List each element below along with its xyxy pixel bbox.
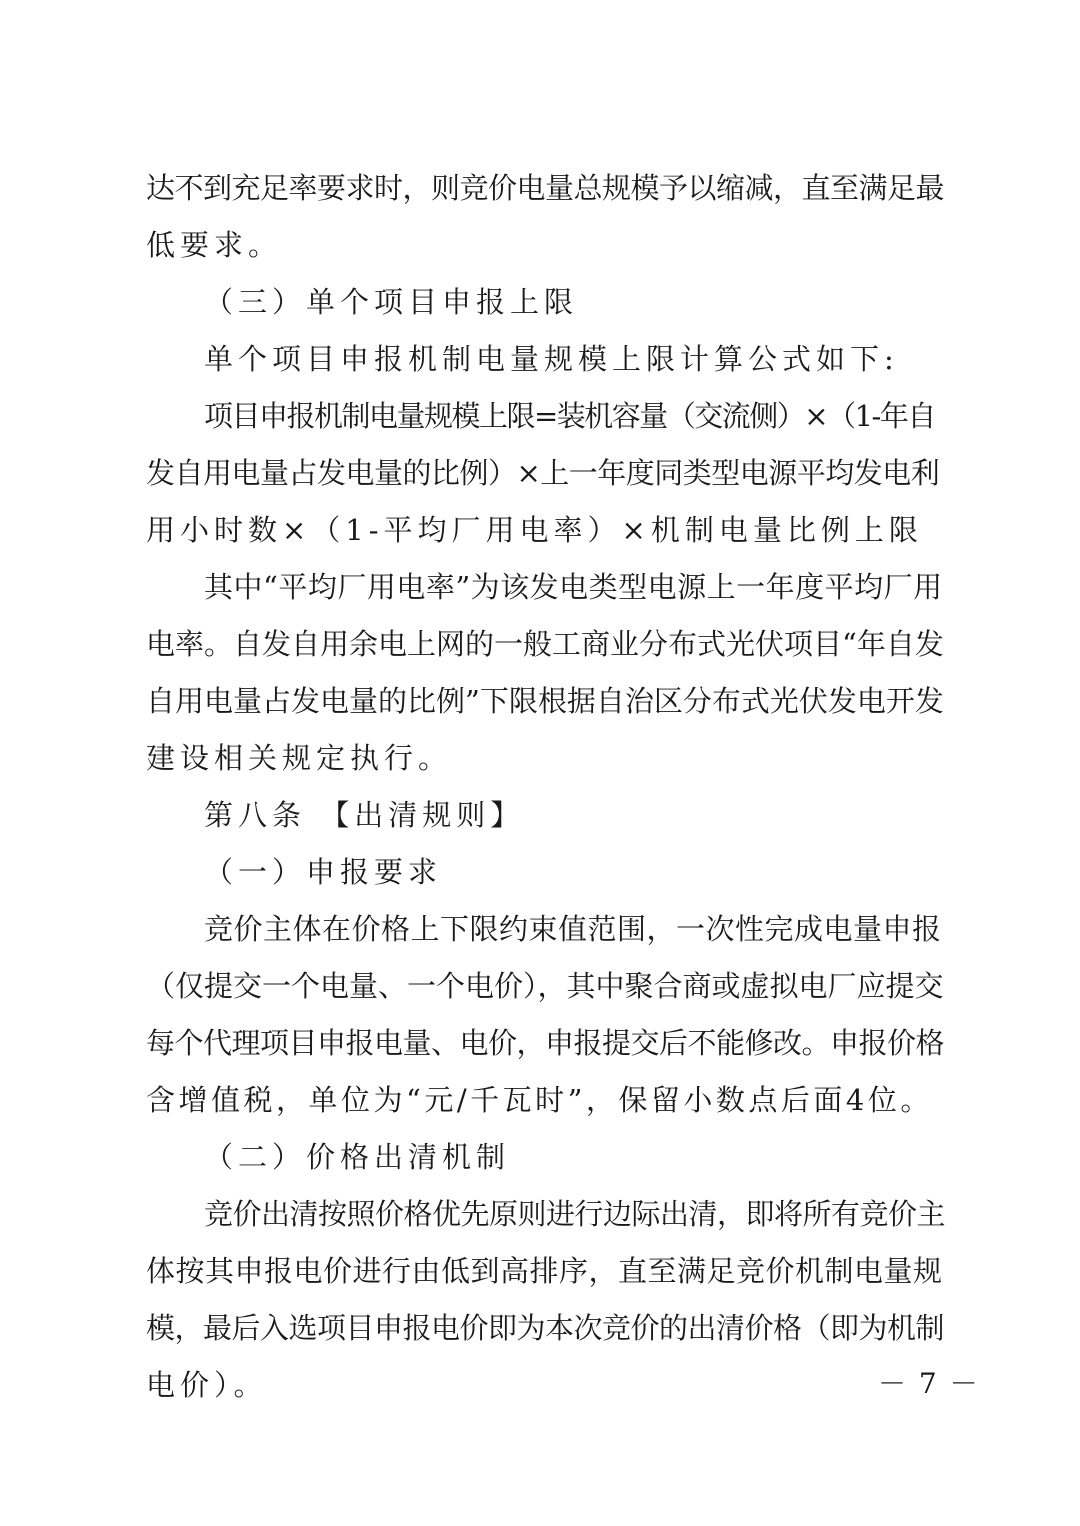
formula-line: 用小时数×（1-平均厂用电率）×机制电量比例上限 — [146, 513, 923, 547]
section-heading: （一）申报要求 — [204, 855, 443, 889]
body-text-line: 每个代理项目申报电量、电价，申报提交后不能修改。申报价格 — [146, 1026, 945, 1060]
section-heading: （二）价格出清机制 — [204, 1140, 511, 1174]
body-text-line: 建设相关规定执行。 — [146, 741, 453, 775]
body-text-line: 达不到充足率要求时，则竞价电量总规模予以缩减，直至满足最 — [146, 171, 945, 205]
page-number: － 7 － — [878, 1367, 980, 1400]
body-text-line: 自用电量占发电量的比例”下限根据自治区分布式光伏发电开发 — [146, 684, 944, 718]
formula-line: 发自用电量占发电量的比例）×上一年度同类型电源平均发电利 — [146, 456, 940, 490]
body-text-line: （仅提交一个电量、一个电价），其中聚合商或虚拟电厂应提交 — [146, 969, 944, 1003]
body-text-line: 电价）。 — [146, 1368, 268, 1402]
body-text-line: 其中“平均厂用电率”为该发电类型电源上一年度平均厂用 — [204, 570, 943, 604]
body-text-line: 低要求。 — [146, 228, 283, 262]
body-text-line: 体按其申报电价进行由低到高排序，直至满足竞价机制电量规 — [146, 1254, 943, 1288]
body-text-line: 竞价出清按照价格优先原则进行边际出清，即将所有竞价主 — [204, 1197, 946, 1231]
body-text-line: 含增值税，单位为“元/千瓦时”，保留小数点后面4位。 — [146, 1083, 933, 1117]
formula-line: 项目申报机制电量规模上限=装机容量（交流侧）×（1-年自 — [204, 399, 935, 433]
body-text-line: 单个项目申报机制电量规模上限计算公式如下: — [204, 342, 899, 376]
article-heading: 第八条 【出清规则】 — [204, 798, 525, 832]
body-text-line: 竞价主体在价格上下限约束值范围，一次性完成电量申报 — [204, 912, 942, 946]
body-text-line: 模，最后入选项目申报电价即为本次竞价的出清价格（即为机制 — [146, 1311, 945, 1345]
body-text-line: 电率。自发自用余电上网的一般工商业分布式光伏项目“年自发 — [146, 627, 944, 661]
section-heading: （三）单个项目申报上限 — [204, 285, 579, 319]
